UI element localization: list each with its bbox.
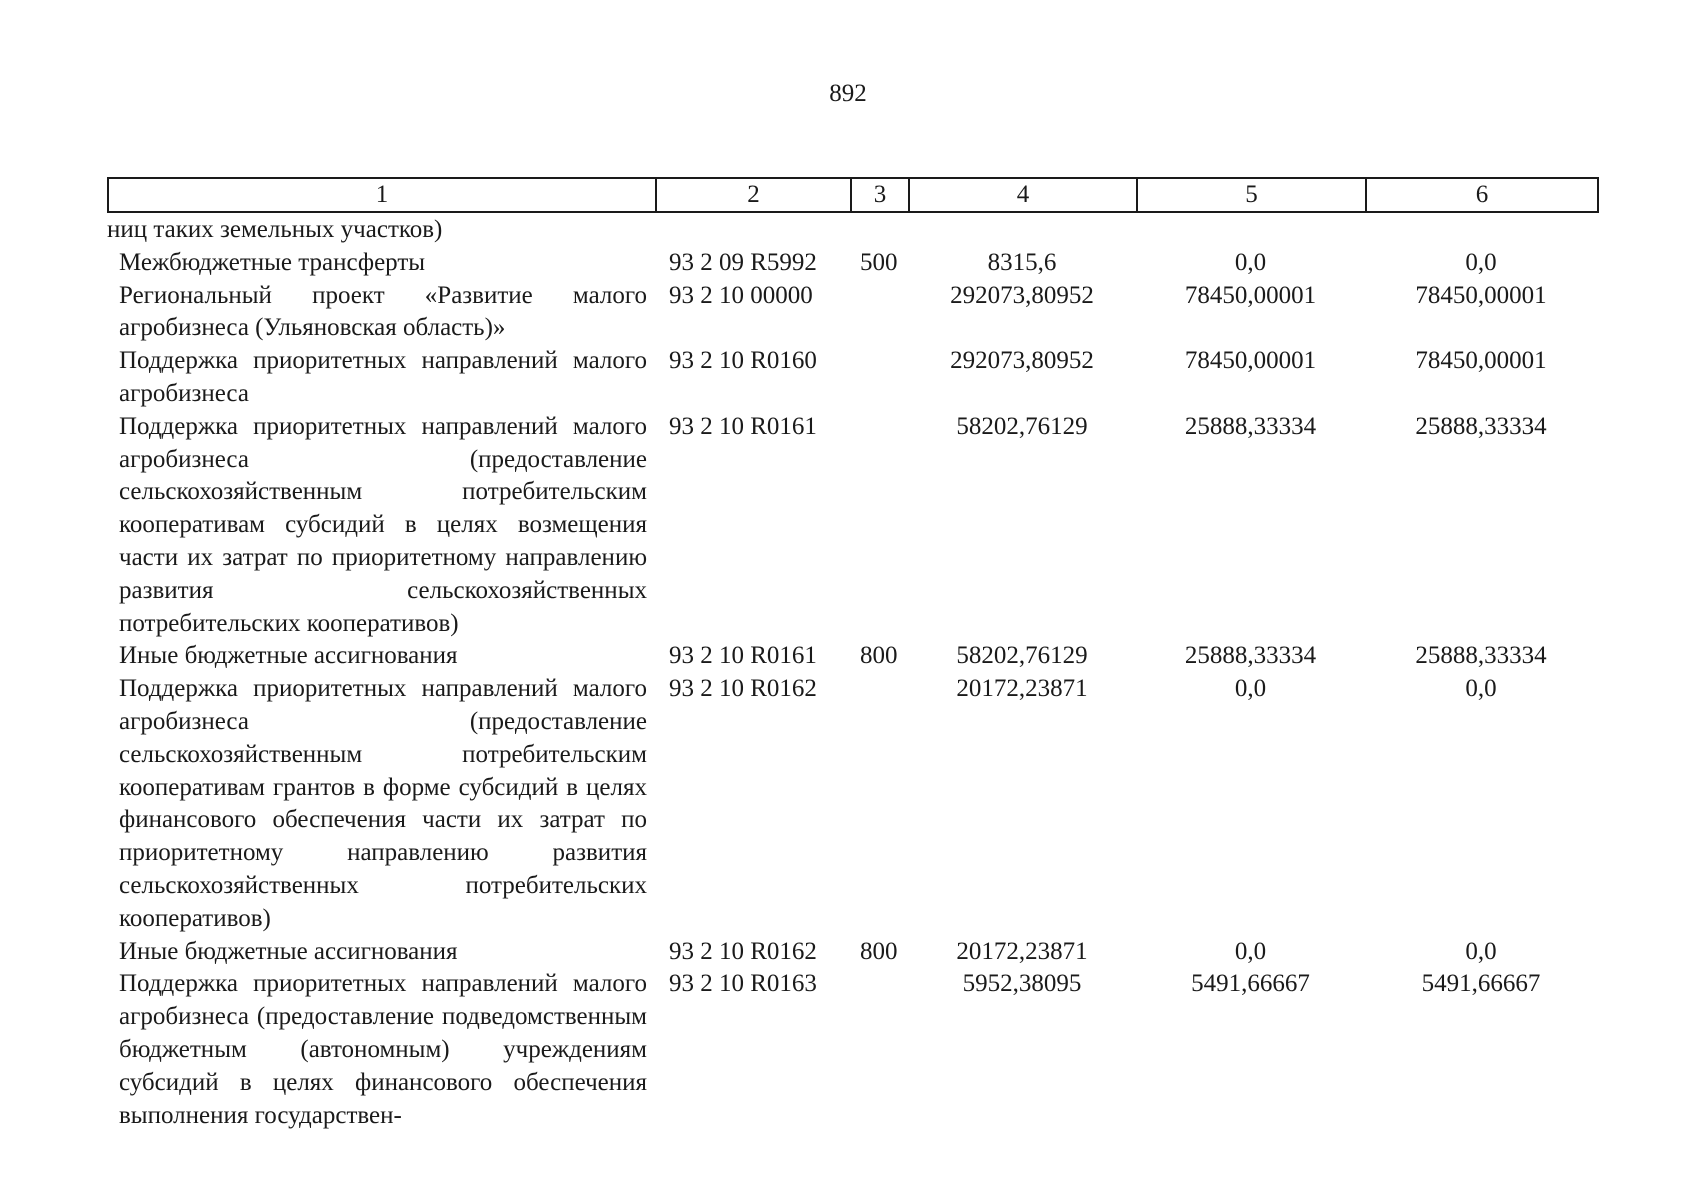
row-value-5: 78450,00001 [1184, 347, 1317, 375]
column-header-2: 2 [656, 178, 851, 212]
row-name: Поддержка приоритетных направлений малого агробизнеса (предоставление сельскохозяйственным потребительским кооперативам грантов в форме субсидий в целях финансового обеспечения части их затрат по приоритетному направлению развития сельскохозяйственных потребительских кооперативов) [119, 675, 647, 932]
row-name: Региональный проект «Развитие малого агробизнеса (Ульяновская область)» [119, 281, 647, 342]
row-code: 93 2 10 R0162 [669, 937, 817, 965]
table-row [107, 345, 1597, 411]
row-value-4: 20172,23871 [956, 675, 1088, 703]
row-name: Иные бюджетные ассигнования [119, 642, 458, 670]
row-value-5: 5491,66667 [1191, 970, 1310, 998]
table-row [107, 411, 1597, 641]
row-type: 800 [860, 642, 898, 670]
row-name: Межбюджетные трансферты [119, 248, 426, 276]
column-header-1: 1 [108, 178, 656, 212]
row-value-5: 0,0 [1234, 248, 1267, 276]
column-header-4: 4 [909, 178, 1137, 212]
row-code: 93 2 10 R0162 [669, 675, 817, 703]
row-code: 93 2 10 R0160 [669, 347, 817, 375]
row-value-6: 0,0 [1465, 675, 1497, 703]
row-code: 93 2 09 R5992 [669, 248, 817, 276]
row-name: Иные бюджетные ассигнования [119, 937, 458, 965]
row-value-5: 0,0 [1234, 937, 1267, 965]
row-type: 500 [860, 248, 898, 276]
row-code: 93 2 10 R0163 [669, 970, 817, 998]
row-value-4: 20172,23871 [956, 937, 1088, 965]
table-row [107, 214, 1597, 247]
row-type [850, 345, 908, 411]
row-code: 93 2 10 00000 [669, 281, 813, 309]
page-number: 892 [829, 80, 867, 107]
row-name: Поддержка приоритетных направлений малого агробизнеса (предоставление сельскохозяйственным потребительским кооперативам субсидий в целях возмещения части их затрат по приоритетному направлению развития сельскохозяйственных потребительских кооперативов) [119, 412, 647, 637]
row-value-4: 292073,80952 [950, 281, 1094, 309]
row-value-6: 5491,66667 [1421, 970, 1541, 998]
table-row [107, 640, 1597, 673]
column-header-5: 5 [1137, 178, 1366, 212]
row-name: Поддержка приоритетных направлений малого агробизнеса [119, 347, 647, 407]
budget-table-body [107, 214, 1597, 1132]
row-type [850, 214, 908, 247]
table-row [107, 247, 1597, 280]
row-value-4: 58202,76129 [956, 412, 1088, 440]
row-code: 93 2 10 R0161 [669, 412, 817, 440]
table-row [107, 936, 1597, 969]
row-type: 800 [860, 937, 898, 965]
row-value-5: 78450,00001 [1184, 281, 1317, 309]
column-header-6: 6 [1366, 178, 1598, 212]
row-value-4 [908, 214, 1136, 247]
table-row [107, 673, 1597, 935]
row-value-6: 25888,33334 [1415, 412, 1547, 440]
row-value-6: 0,0 [1465, 937, 1497, 965]
row-value-4: 8315,6 [987, 248, 1057, 276]
row-type [850, 411, 908, 641]
row-value-6 [1365, 214, 1597, 247]
row-value-5: 0,0 [1234, 675, 1267, 703]
table-row [107, 280, 1597, 346]
row-type [850, 280, 908, 346]
row-value-5 [1136, 214, 1365, 247]
table-row [107, 968, 1597, 1132]
row-value-6: 0,0 [1465, 248, 1497, 276]
row-value-6: 78450,00001 [1415, 347, 1547, 375]
row-type [850, 968, 908, 1132]
row-value-6: 78450,00001 [1415, 281, 1547, 309]
row-value-4: 292073,80952 [950, 347, 1094, 375]
row-code [655, 214, 850, 247]
row-name: Поддержка приоритетных направлений малого агробизнеса (предоставление подведомственным бюджетным (автономным) учреждениям субсидий в целях финансового обеспечения выполнения государствен- [119, 970, 647, 1129]
row-value-4: 58202,76129 [956, 642, 1088, 670]
row-type [850, 673, 908, 935]
row-value-6: 25888,33334 [1415, 642, 1547, 670]
row-value-5: 25888,33334 [1184, 412, 1317, 440]
column-header-table [107, 177, 1599, 213]
row-value-4: 5952,38095 [962, 970, 1082, 998]
row-value-5: 25888,33334 [1184, 642, 1317, 670]
row-name: ниц таких земельных участков) [107, 216, 443, 243]
row-code: 93 2 10 R0161 [669, 642, 817, 670]
column-header-3: 3 [851, 178, 909, 212]
